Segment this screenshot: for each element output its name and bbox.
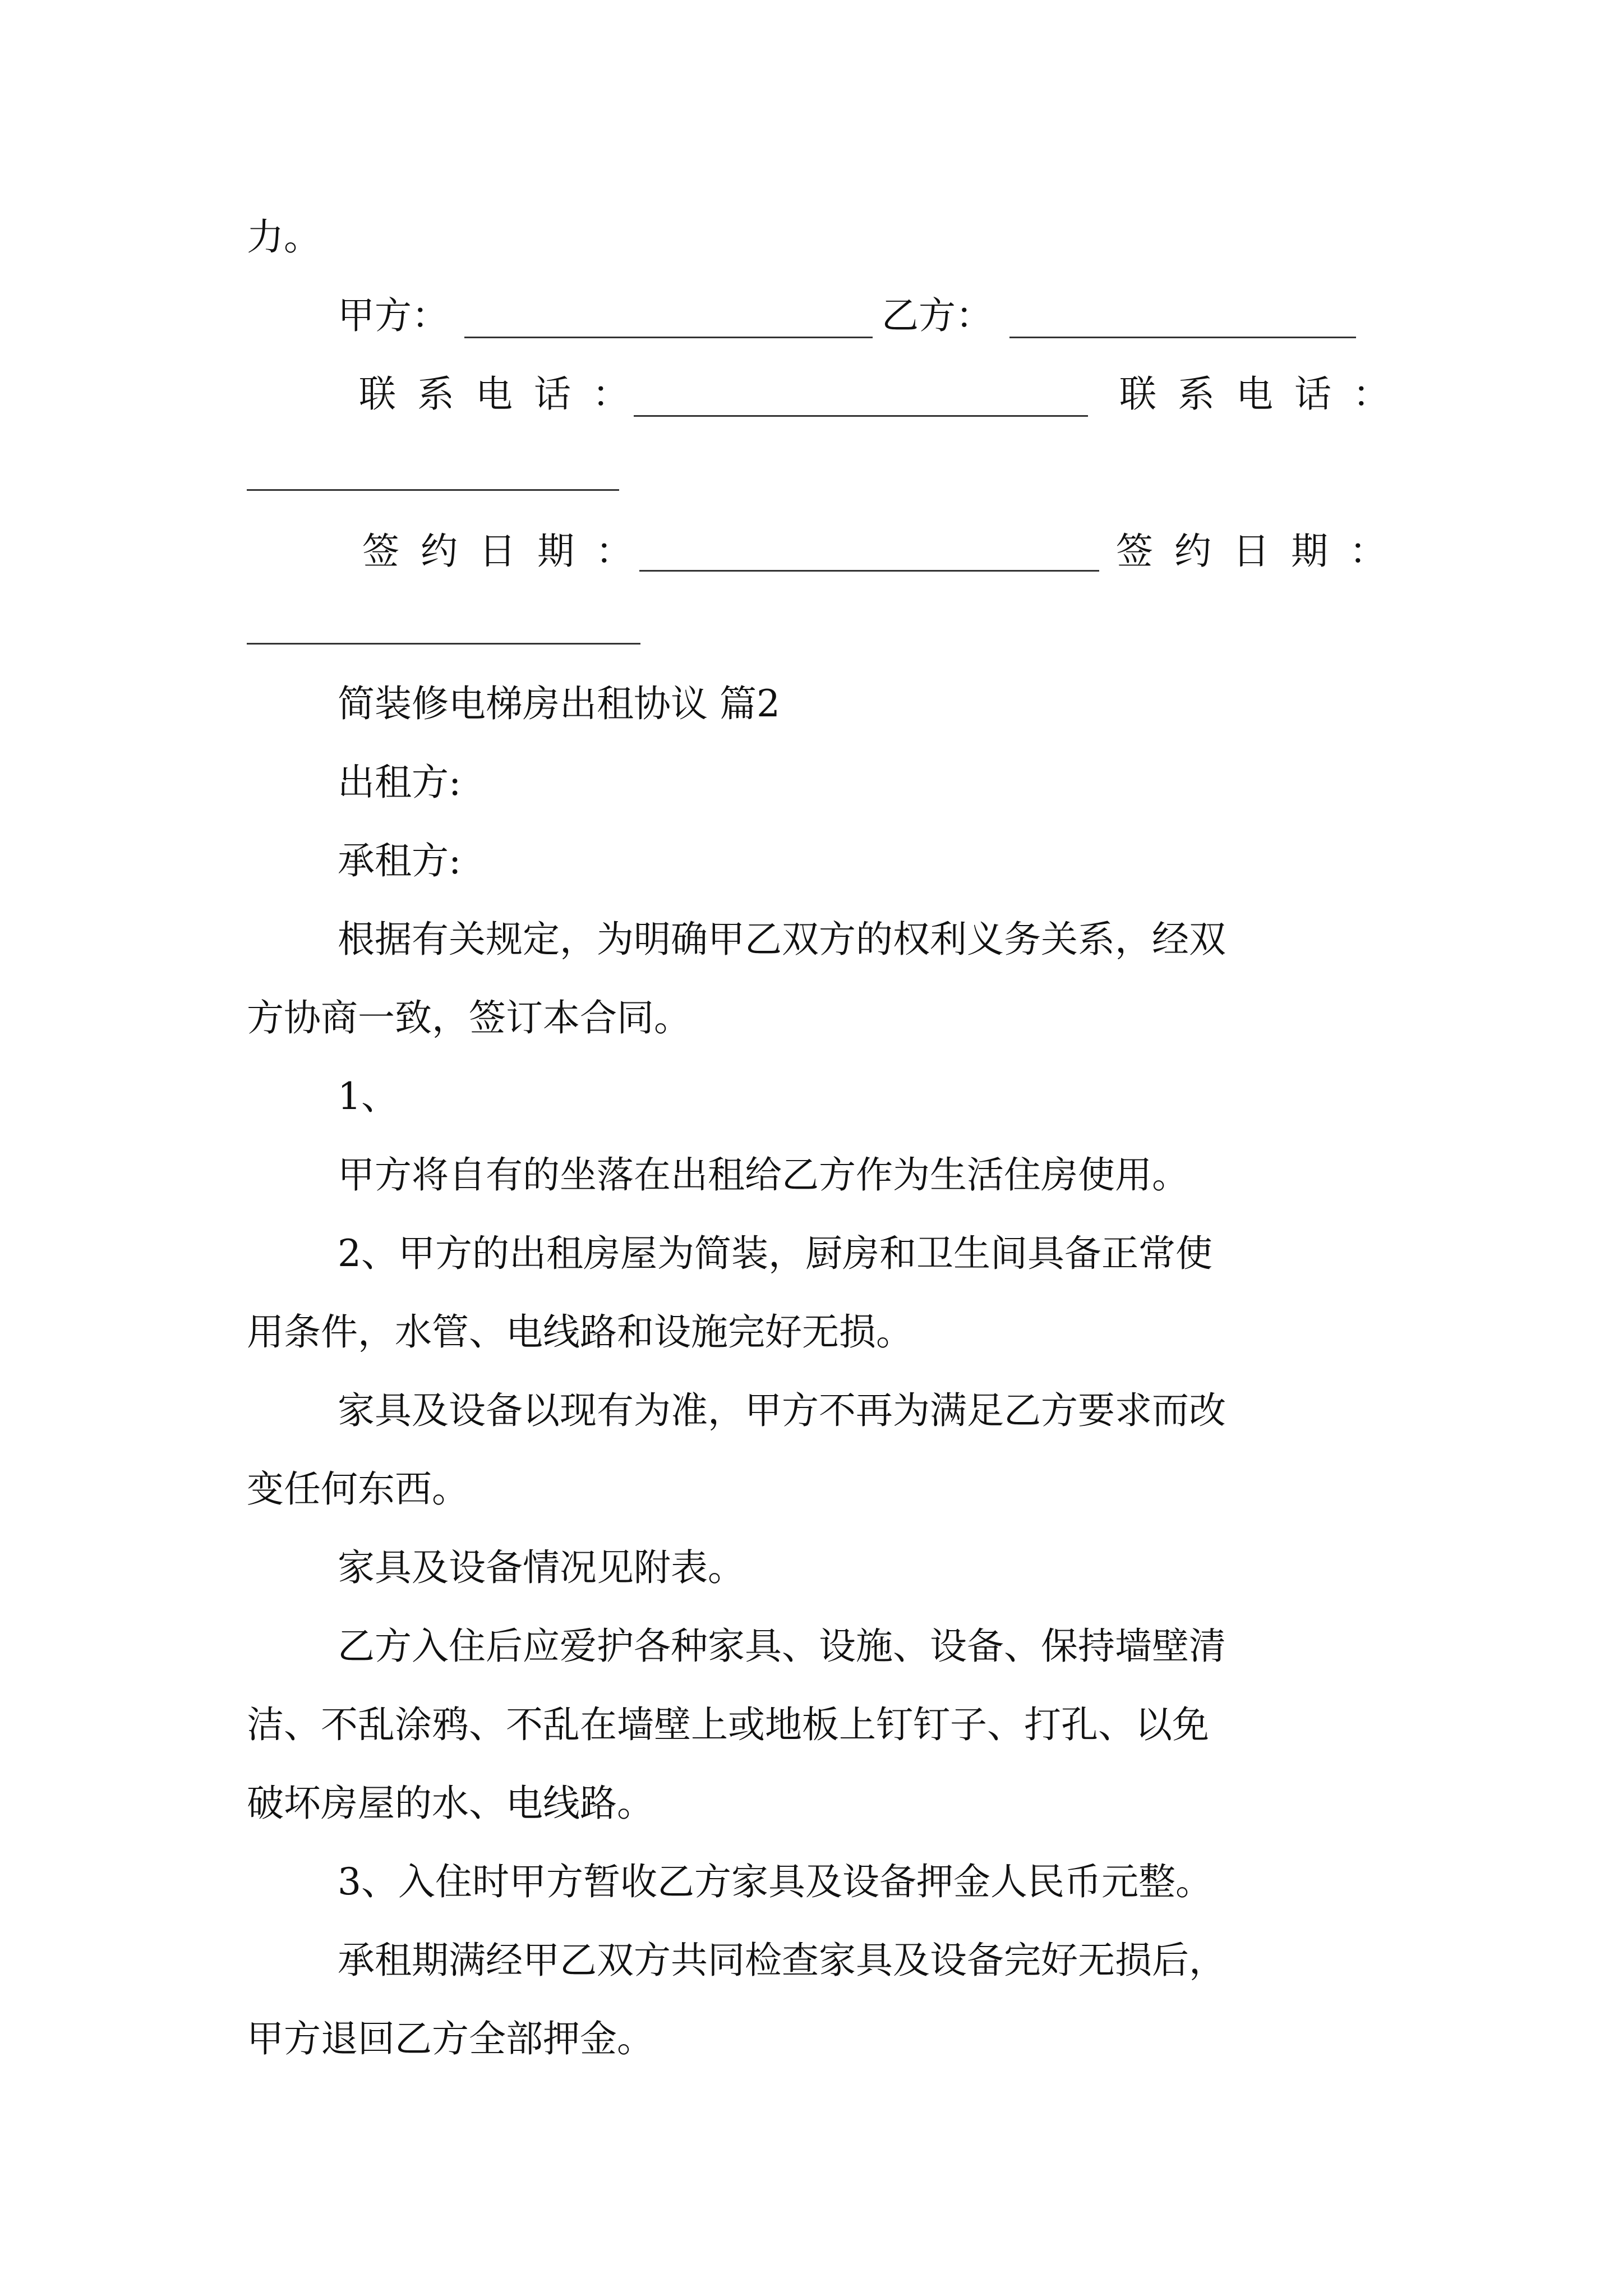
text-line: 方协商一致，签订本合同。 xyxy=(247,996,691,1039)
text-line: 根据有关规定，为明确甲乙双方的权利义务关系，经双 xyxy=(338,918,1226,961)
party-b-label: 乙方： xyxy=(882,294,993,337)
party-a-label: 甲方： xyxy=(338,294,449,337)
party-a-date-label: 签约日期： xyxy=(362,530,654,573)
text-line: 变任何东西。 xyxy=(247,1467,469,1511)
party-b-phone-label: 联系电话： xyxy=(1119,372,1411,416)
section-heading: 简装修电梯房出租协议 篇2 xyxy=(338,682,780,725)
text-line: 家具及设备情况见附表。 xyxy=(338,1546,745,1589)
party-a-blank xyxy=(464,337,873,338)
text-line: 甲方退回乙方全部押金。 xyxy=(247,2017,654,2060)
clause-number: 1、 xyxy=(338,1075,398,1118)
lessee-label: 承租方: xyxy=(338,839,462,882)
party-a-phone-label: 联系电话： xyxy=(359,372,651,416)
party-a-phone-blank xyxy=(634,415,1088,417)
party-b-phone-blank xyxy=(247,489,619,491)
text-line: 3、入住时甲方暂收乙方家具及设备押金人民币元整。 xyxy=(338,1860,1212,1903)
text-line: 破坏房屋的水、电线路。 xyxy=(247,1782,654,1825)
party-b-date-blank xyxy=(247,643,640,645)
text-line: 2、甲方的出租房屋为简装，厨房和卫生间具备正常使 xyxy=(338,1232,1212,1275)
party-b-date-label: 签约日期： xyxy=(1116,530,1408,573)
text-line: 乙方入住后应爱护各种家具、设施、设备、保持墙壁清 xyxy=(338,1625,1226,1668)
party-b-blank xyxy=(1009,337,1356,338)
lessor-label: 出租方: xyxy=(338,761,462,804)
text-line: 力。 xyxy=(247,215,321,259)
text-line: 洁、不乱涂鸦、不乱在墙壁上或地板上钉钉子、打孔、以免 xyxy=(247,1703,1209,1746)
text-line: 甲方将自有的坐落在出租给乙方作为生活住房使用。 xyxy=(338,1153,1189,1197)
text-line: 用条件，水管、电线路和设施完好无损。 xyxy=(247,1310,913,1354)
text-line: 家具及设备以现有为准，甲方不再为满足乙方要求而改 xyxy=(338,1389,1226,1432)
party-a-date-blank xyxy=(639,570,1099,572)
text-line: 承租期满经甲乙双方共同检查家具及设备完好无损后， xyxy=(338,1939,1226,1982)
